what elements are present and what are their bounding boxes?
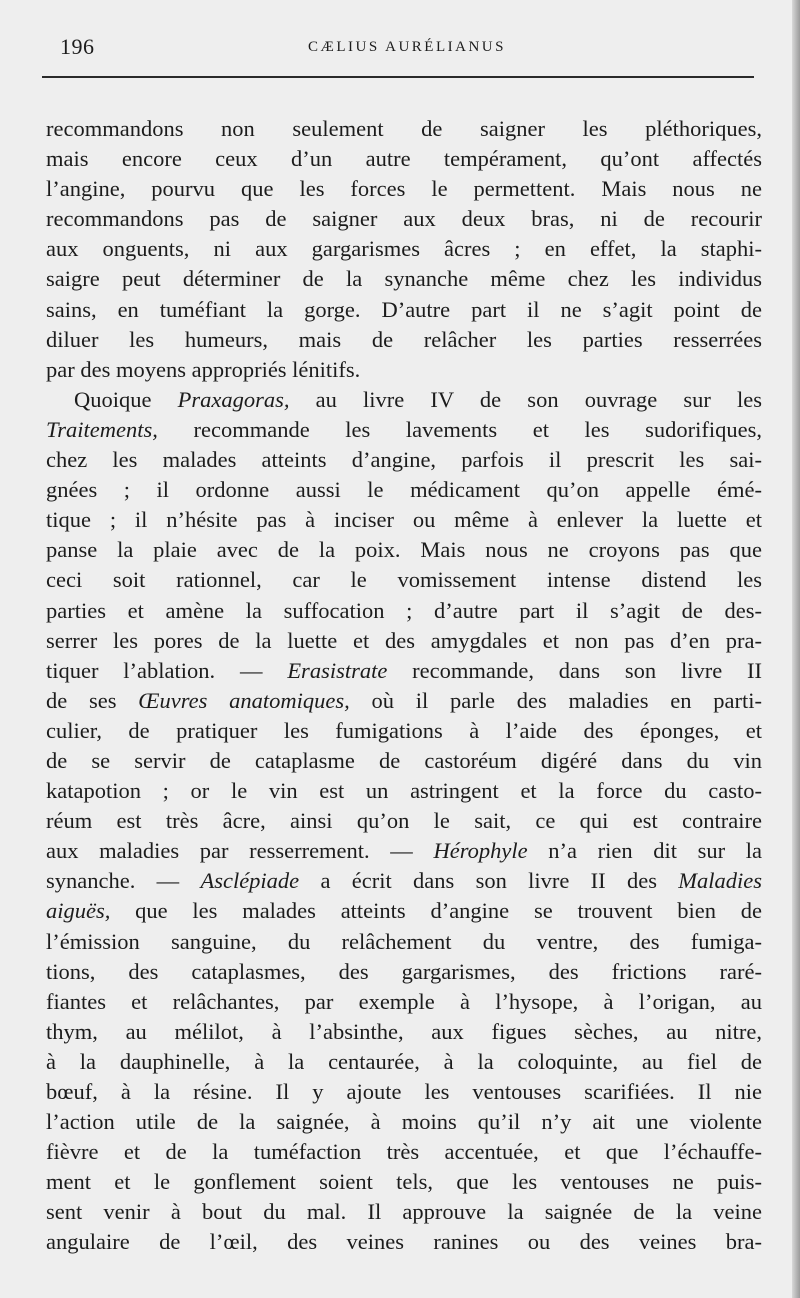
text-line [46, 1107, 762, 1137]
text-line [46, 415, 762, 445]
text-line [46, 836, 762, 866]
text-line [46, 1047, 762, 1077]
italic-text: Erasistrate [287, 657, 388, 683]
text-run: n’a rien dit sur la [527, 838, 762, 864]
text-line [46, 325, 762, 355]
text-run: panse la plaie avec de la poix. Mais nous ne croyons pas que [46, 537, 762, 563]
text-run: tique ; il n’hésite pas à inciser ou même à enlever la luette et [46, 507, 762, 533]
text-run: aux onguents, ni aux gargarismes âcres ; en effet, la staphi- [46, 236, 762, 262]
text-run: serrer les pores de la luette et des amygdales et non pas d’en pra- [46, 627, 762, 653]
text-line [46, 1077, 762, 1107]
text-run: sent venir à bout du mal. Il approuve la saignée de la veine [46, 1199, 762, 1225]
text-run: l’émission sanguine, du relâchement du ventre, des fumiga- [46, 928, 762, 954]
text-run: que les malades atteints d’angine se trouvent bien de [110, 898, 762, 924]
italic-text: aiguës, [46, 898, 111, 924]
text-line [46, 204, 762, 234]
text-run: réum est très âcre, ainsi qu’on le sait, ce qui est contraire [46, 808, 762, 834]
text-run: au livre IV de son ouvrage sur les [289, 386, 762, 412]
italic-text: Œuvres anatomiques, [138, 687, 350, 713]
text-run: recommandons pas de saigner aux deux bras, ni de recourir [46, 206, 762, 232]
text-line [46, 957, 762, 987]
text-run: de se servir de cataplasme de castoréum digéré dans du vin [46, 747, 762, 773]
text-run: à la dauphinelle, à la centaurée, à la coloquinte, au fiel de [46, 1048, 762, 1074]
text-line [46, 144, 762, 174]
text-run: saigre peut déterminer de la synanche même chez les individus [46, 266, 762, 292]
text-line [46, 626, 762, 656]
text-line [46, 114, 762, 144]
text-run: diluer les humeurs, mais de relâcher les parties resserrées [46, 326, 762, 352]
running-head: CÆLIUS AURÉLIANUS [308, 39, 506, 55]
text-line [46, 1017, 762, 1047]
page-edge-shadow [792, 0, 800, 1298]
text-run: par des moyens appropriés lénitifs. [46, 356, 361, 382]
text-run: parties et amène la suffocation ; d’autre part il s’agit de des- [46, 597, 762, 623]
text-line [46, 927, 762, 957]
text-line [46, 1167, 762, 1197]
text-line [46, 1197, 762, 1227]
text-line [46, 264, 762, 294]
text-run: chez les malades atteints d’angine, parfois il prescrit les sai- [46, 447, 762, 473]
text-run: aux maladies par resserrement. — [46, 838, 434, 864]
page-header [60, 34, 754, 64]
text-run: a écrit dans son livre II des [299, 868, 679, 894]
text-run: thym, au mélilot, à l’absinthe, aux figues sèches, au nitre, [46, 1018, 762, 1044]
italic-text: Praxagoras, [177, 386, 290, 412]
text-line [46, 1137, 762, 1167]
text-run: sains, en tuméfiant la gorge. D’autre part il ne s’agit point de [46, 296, 762, 322]
text-run: mais encore ceux d’un autre tempérament, qu’ont affectés [46, 146, 762, 172]
text-run: bœuf, à la résine. Il y ajoute les ventouses scarifiées. Il nie [46, 1079, 762, 1104]
text-run: culier, de pratiquer les fumigations à l’aide des éponges, et [46, 717, 762, 743]
text-run: tiquer l’ablation. — [46, 657, 288, 683]
text-run: fiantes et relâchantes, par exemple à l’hysope, à l’origan, au [46, 988, 762, 1014]
text-line [46, 656, 762, 686]
text-run: où il parle des maladies en parti- [349, 687, 762, 713]
text-run: l’action utile de la saignée, à moins qu’il n’y ait une violente [46, 1109, 762, 1135]
text-line [46, 295, 762, 325]
text-run: Quoique [74, 386, 178, 412]
text-line [46, 475, 762, 505]
text-run: gnées ; il ordonne aussi le médicament qu’on appelle émé- [46, 477, 762, 503]
text-line [46, 746, 762, 776]
text-run: de ses [46, 687, 139, 713]
text-line [46, 174, 762, 204]
text-run: angulaire de l’œil, des veines ranines ou des veines bra- [46, 1229, 762, 1255]
italic-text: Maladies [678, 868, 762, 894]
text-run: tions, des cataplasmes, des gargarismes, des frictions raré- [46, 958, 762, 984]
text-line [46, 716, 762, 746]
text-run: katapotion ; or le vin est un astringent et la force du casto- [46, 778, 762, 804]
text-line [46, 234, 762, 264]
text-run: ment et le gonflement soient tels, que les ventouses ne puis- [46, 1169, 762, 1195]
text-line [46, 445, 762, 475]
page-number: 196 [60, 34, 95, 59]
text-line [46, 686, 762, 716]
italic-text: Asclépiade [200, 868, 300, 894]
text-line [46, 596, 762, 626]
text-line [46, 987, 762, 1017]
text-run: fièvre et de la tuméfaction très accentuée, et que l’échauffe- [46, 1139, 762, 1165]
text-line [46, 505, 762, 535]
text-line [46, 385, 762, 415]
text-run: recommande les lavements et les sudorifiques, [157, 416, 762, 442]
text-run: recommande, dans son livre II [387, 657, 762, 683]
body-text [46, 114, 762, 1258]
text-line [46, 355, 762, 385]
text-run: l’angine, pourvu que les forces le permettent. Mais nous ne [46, 176, 762, 202]
text-line [46, 776, 762, 806]
text-line [46, 866, 762, 896]
text-line [46, 1227, 762, 1257]
text-line [46, 535, 762, 565]
italic-text: Traitements, [46, 416, 158, 442]
text-run: ceci soit rationnel, car le vomissement intense distend les [46, 567, 762, 593]
header-rule [42, 76, 754, 78]
text-run: recommandons non seulement de saigner les pléthoriques, [46, 116, 762, 141]
italic-text: Hérophyle [433, 838, 528, 864]
text-run: synanche. — [46, 868, 201, 894]
text-line [46, 565, 762, 595]
text-line [46, 896, 762, 926]
text-line [46, 806, 762, 836]
